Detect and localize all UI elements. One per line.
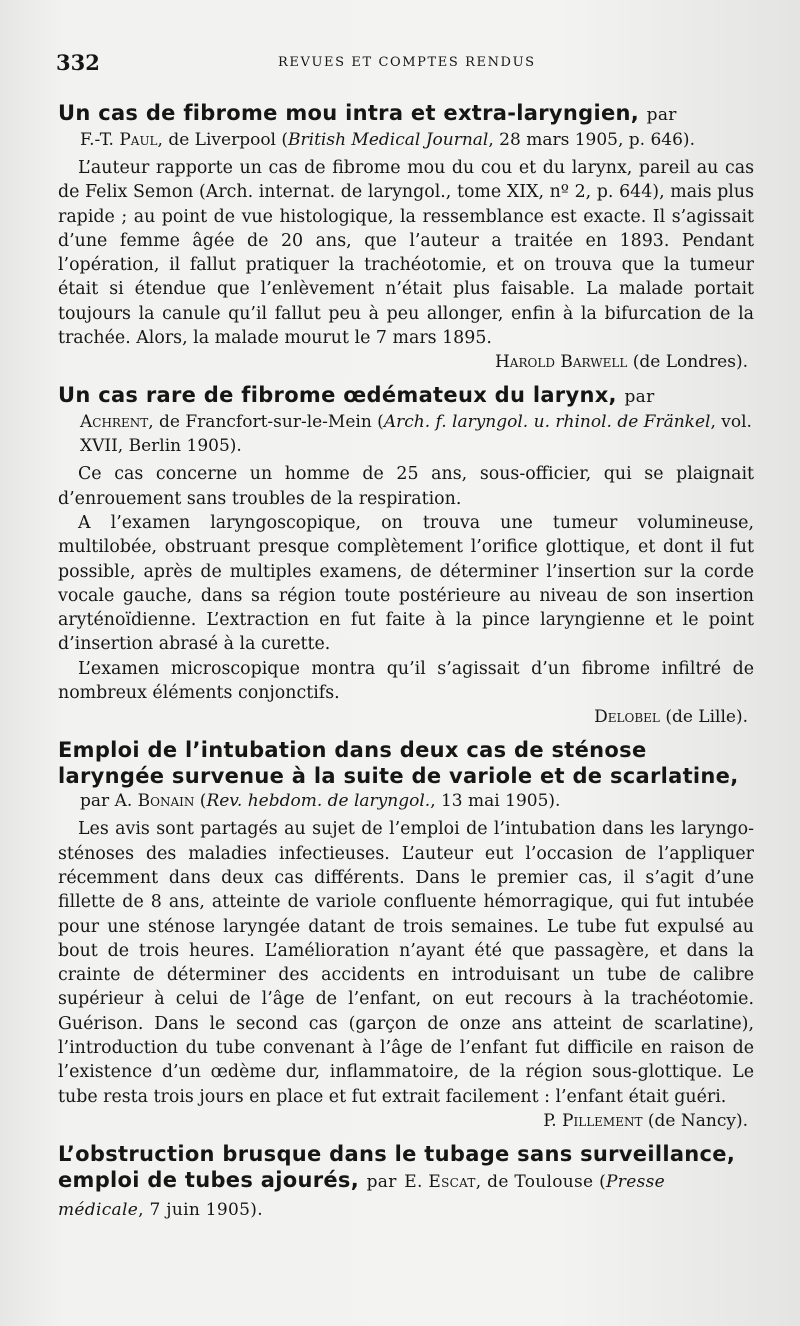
author-name: E. Escat xyxy=(404,1171,476,1192)
article-paragraph: L’examen microscopique montra qu’il s’agissait d’un fibrome infiltré de nombreux éléments conjonctifs. xyxy=(58,658,754,704)
article-byline: Achrent, de Francfort-sur-le-Mein (Arch. f. laryngol. u. rhinol. de Fränkel, vol. XVII, Berlin 1905). xyxy=(80,412,752,457)
author-name: F.-T. Paul xyxy=(80,130,158,150)
article-paragraph: Ce cas concerne un homme de 25 ans, sous-officier, qui se plaignait d’enrouement sans troubles de la respiration. xyxy=(58,464,754,509)
article-title: Emploi de l’intubation dans deux cas de sténose laryngée survenue à la suite de variole et de scarlatine, xyxy=(58,738,739,789)
source-journal: Presse médicale xyxy=(58,1171,665,1220)
article-fibrome-mou xyxy=(58,100,754,374)
article-paragraph: Les avis sont partagés au sujet de l’emploi de l’intubation dans les laryngo-sténoses des maladies infectieuses. L’auteur eut l’occasion de l’appliquer récemment dans deux cas différents. Dans le premier cas, il s’agit d’une fillette de 8 ans, atteinte de variole confluente hémorragique, qui fut intubée pour une sténose laryngée datant de trois semaines. Le tube fut expulsé au bout de trois heures. L’amélioration n’ayant été que passagère, et dans la crainte de déterminer des accidents en introduisant un tube de calibre supérieur à celui de l’âge de l’enfant, on eut recours à la trachéotomie. Guérison. Dans le second cas (garçon de onze ans atteint de scarlatine), l’introduction du tube convenant à l’âge de l’enfant fut difficile en raison de l’existence d’un œdème dur, inflammatoire, de la région sous-glottique. Le tube resta trois jours en place et fut extrait facilement : l’enfant était guéri. xyxy=(58,819,754,1107)
source-journal: Arch. f. laryngol. u. rhinol. de Fränkel xyxy=(383,412,711,433)
article-byline: par A. Bonain (Rev. hebdom. de laryngol., 13 mai 1905). xyxy=(80,791,561,812)
article-signature: Harold Barwell (de Londres). xyxy=(494,352,748,373)
article-fibrome-oedemateux xyxy=(58,382,754,729)
article-intubation xyxy=(58,737,754,1133)
article-obstruction-tubage xyxy=(58,1141,754,1223)
article-paragraph: L’auteur rapporte un cas de fibrome mou du cou et du larynx, pareil au cas de Felix Semon (Arch. internat. de laryngol., tome XIX, nº 2, p. 644), mais plus rapide ; au point de vue histologique, la ressemblance est exacte. Il s’agissait d’une femme âgée de 20 ans, que l’auteur a traitée en 1893. Pendant l’opération, il fallut pratiquer la trachéotomie, et on trouva que la tumeur était si étendue que l’enlèvement n’était plus faisable. La malade portait toujours la canule qu’il fallut peu à peu allonger, enfin à la bifurcation de la trachée. Alors, la malade mourut le 7 mars 1895. xyxy=(58,158,754,349)
running-head xyxy=(58,50,754,74)
article-title: Un cas rare de fibrome œdémateux du larynx, par xyxy=(58,383,655,408)
author-name: Achrent xyxy=(80,412,149,433)
source-journal: British Medical Journal xyxy=(288,130,489,150)
article-signature: Delobel (de Lille). xyxy=(594,707,748,728)
source-journal: Rev. hebdom. de laryngol. xyxy=(206,791,431,812)
article-title: L’obstruction brusque dans le tubage sans surveillance, emploi de tubes ajourés, par E. Escat, de Toulouse (Presse médicale, 7 juin 1905). xyxy=(58,1141,736,1220)
article-byline: F.-T. Paul, de Liverpool (British Medical Journal, 28 mars 1905, p. 646). xyxy=(80,130,695,150)
author-name: A. Bonain xyxy=(114,791,195,812)
running-head-title: REVUES ET COMPTES RENDUS xyxy=(278,55,536,70)
article-paragraph: A l’examen laryngoscopique, on trouva une tumeur volumineuse, multilobée, obstruant presque complètement l’orifice glottique, et dont il fut possible, après de multiples examens, de déterminer l’insertion sur la corde vocale gauche, dans sa région toute postérieure au niveau de son insertion aryténoïdienne. L’extraction en fut faite à la pince laryngienne et le point d’insertion abrasé à la curette. xyxy=(58,512,754,655)
page-number: 332 xyxy=(56,50,100,75)
article-title: Un cas de fibrome mou intra et extra-laryngien, par xyxy=(58,101,677,125)
article-signature: P. Pillement (de Nancy). xyxy=(543,1110,748,1131)
